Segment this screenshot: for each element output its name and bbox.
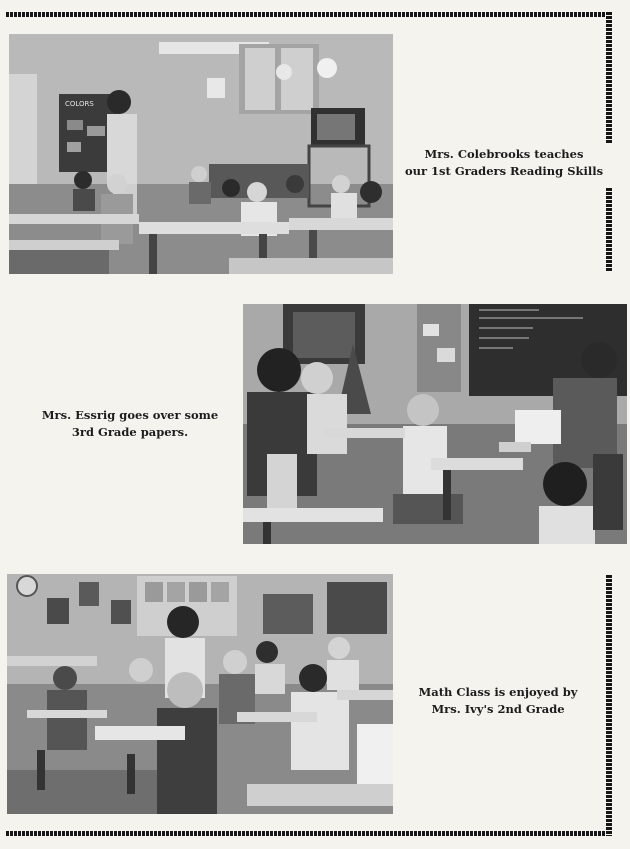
dotted-border-right-segment	[606, 12, 612, 144]
dotted-border-bottom	[6, 831, 612, 836]
caption-line: Math Class is enjoyed by	[418, 685, 578, 699]
photo-first-grade-reading	[9, 34, 393, 274]
classroom-photo-image	[7, 574, 393, 814]
caption-line: Mrs. Essrig goes over some	[41, 408, 219, 422]
dotted-border-right-segment	[606, 575, 612, 836]
classroom-photo-image	[243, 304, 627, 544]
photo-third-grade-papers	[243, 304, 627, 544]
caption-line: our 1st Graders Reading Skills	[404, 164, 604, 178]
caption-line: 3rd Grade papers.	[71, 425, 189, 439]
photo-second-grade-math	[7, 574, 393, 814]
caption-second-grade	[398, 684, 598, 718]
dotted-border-right-segment	[606, 188, 612, 272]
colors-poster-text: COLORS	[65, 100, 94, 108]
caption-first-grade	[404, 146, 604, 180]
caption-third-grade	[30, 407, 230, 441]
caption-line: Mrs. Ivy's 2nd Grade	[431, 702, 565, 716]
caption-line: Mrs. Colebrooks teaches	[424, 147, 584, 161]
dotted-border-top	[6, 12, 612, 17]
classroom-photo-image	[9, 34, 393, 274]
